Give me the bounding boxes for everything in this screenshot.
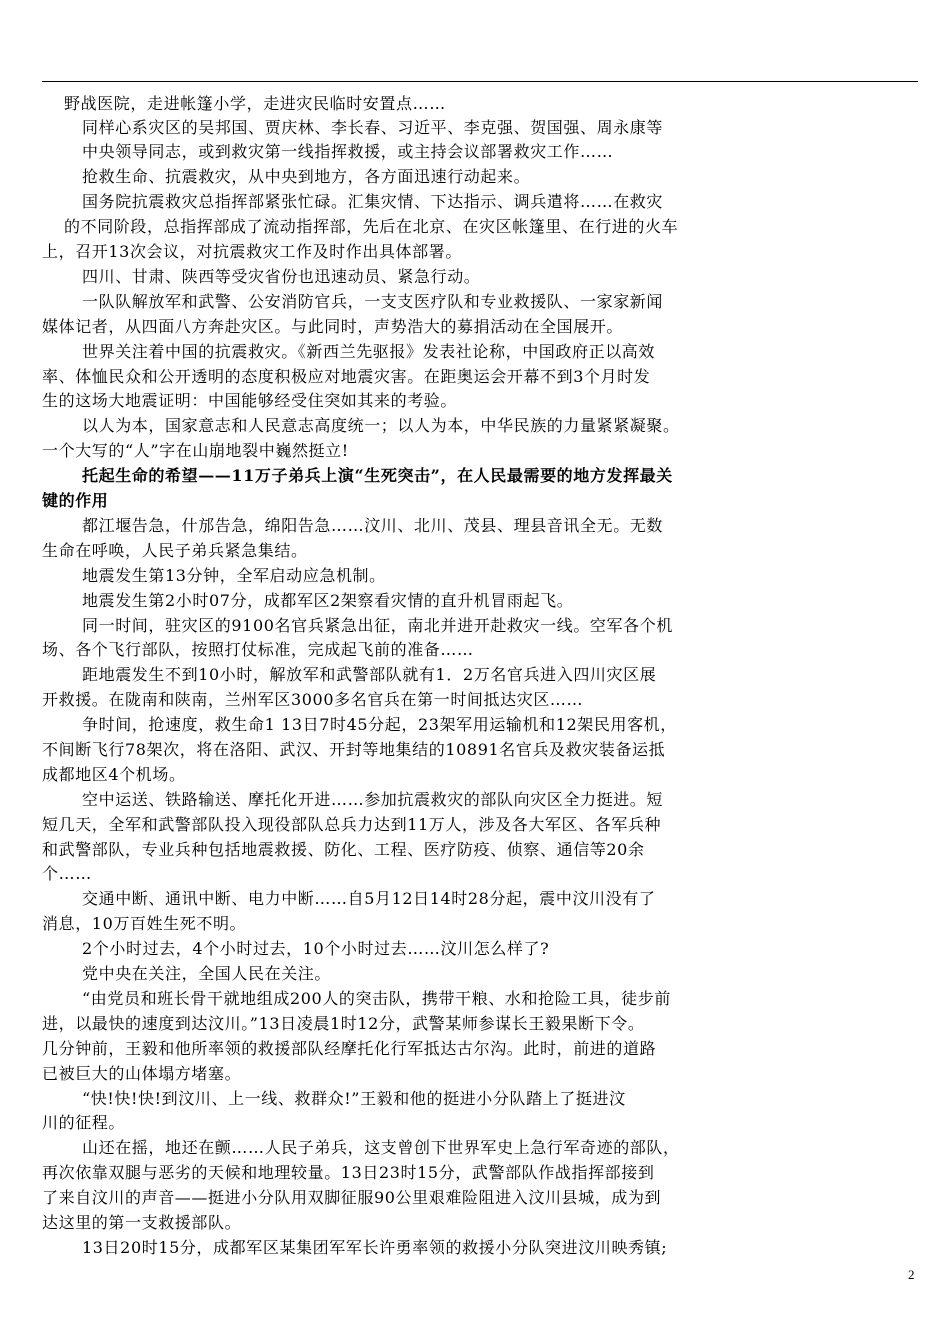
text-line: 党中央在关注，全国人民在关注。 (82, 964, 332, 983)
text-line: 地震发生第13分钟，全军启动应急机制。 (82, 566, 386, 585)
text-line: 生命在呼唤，人民子弟兵紧急集结。 (42, 541, 308, 560)
text-line: 抢救生命、抗震救灾，从中央到地方，各方面迅速行动起来。 (82, 167, 531, 186)
text-line: 再次依靠双腿与恶劣的天候和地理较量。13日23时15分，武警部队作战指挥部接到 (42, 1163, 655, 1182)
text-line: 世界关注着中国的抗震救灾。《新西兰先驱报》发表社论称，中国政府正以高效 (82, 342, 656, 361)
text-line: 了来自汶川的声音——挺进小分队用双脚征服90公里艰难险阻进入汶川县城，成为到 (42, 1188, 662, 1207)
text-line: 交通中断、通讯中断、电力中断……自5月12日14时28分起，震中汶川没有了 (82, 889, 656, 908)
text-line: 都江堰告急，什邡告急，绵阳告急……汶川、北川、茂县、理县音讯全无。无数 (82, 516, 664, 535)
text-line: 2个小时过去，4个小时过去，10个小时过去……汶川怎么样了? (82, 939, 550, 958)
text-line: 山还在摇，地还在颤……人民子弟兵，这支曾创下世界军史上急行军奇迹的部队， (82, 1138, 680, 1157)
text-line: 以人为本，国家意志和人民意志高度统一；以人为本，中华民族的力量紧紧凝聚。 (82, 416, 680, 435)
text-line: 媒体记者，从四面八方奔赴灾区。与此同时，声势浩大的募捐活动在全国展开。 (42, 317, 624, 336)
section-heading: 托起生命的希望——11万子弟兵上演“生死突击”，在人民最需要的地方发挥最关 (82, 466, 673, 485)
text-line: 进，以最快的速度到达汶川。”13日凌晨1时12分，武警某师参谋长王毅果断下令。 (42, 1014, 645, 1033)
page-number: 2 (908, 1267, 915, 1282)
text-line: 四川、甘肃、陕西等受灾省份也迅速动员、紧急行动。 (82, 267, 481, 286)
text-line: 川的征程。 (42, 1113, 126, 1132)
text-line: 中央领导同志，或到救灾第一线指挥救援，或主持会议部署救灾工作…… (82, 142, 614, 161)
text-line: 空中运送、铁路输送、摩托化开进……参加抗震救灾的部队向灾区全力挺进。短 (82, 790, 664, 809)
header-rule (42, 81, 918, 82)
text-line: 消息，10万百姓生死不明。 (42, 914, 247, 933)
text-line: 地震发生第2小时07分，成都军区2架察看灾情的直升机冒雨起飞。 (82, 591, 574, 610)
text-line: 率、体恤民众和公开透明的态度积极应对地震灾害。在距奥运会开幕不到3个月时发 (42, 367, 651, 386)
text-line: 成都地区4个机场。 (42, 765, 186, 784)
text-line: 个…… (42, 864, 92, 883)
text-line: 同一时间，驻灾区的9100名官兵紧急出征，南北并进开赴救灾一线。空军各个机 (82, 616, 673, 635)
text-line: 上，召开13次会议，对抗震救灾工作及时作出具体部署。 (42, 242, 462, 261)
text-line: 生的这场大地震证明：中国能够经受住突如其来的考验。 (42, 391, 458, 410)
text-line: 开救援。在陇南和陕南，兰州军区3000多名官兵在第一时间抵达灾区…… (42, 690, 584, 709)
text-line: 一队队解放军和武警、公安消防官兵，一支支医疗队和专业救援队、一家家新闻 (82, 292, 664, 311)
section-heading: 键的作用 (42, 491, 109, 510)
text-line: 的不同阶段，总指挥部成了流动指挥部，先后在北京、在灾区帐篷里、在行进的火车 (64, 217, 679, 236)
text-line: 争时间，抢速度，救生命1 13日7时45分起，23架军用运输机和12架民用客机， (82, 715, 677, 734)
text-line: 已被巨大的山体塌方堵塞。 (42, 1064, 242, 1083)
text-line: 达这里的第一支救援部队。 (42, 1213, 242, 1232)
text-line: 几分钟前，王毅和他所率领的救援部队经摩托化行军抵达古尔沟。此时，前进的道路 (42, 1039, 657, 1058)
text-line: 短几天，全军和武警部队投入现役部队总兵力达到11万人，涉及各大军区、各军兵种 (42, 815, 662, 834)
text-line: 一个大写的“人”字在山崩地裂中巍然挺立! (42, 441, 349, 460)
text-line: “由党员和班长骨干就地组成200人的突击队，携带干粮、水和抢险工具，徒步前 (82, 989, 671, 1008)
text-line: 13日20时15分，成都军区某集团军军长许勇率领的救援小分队突进汶川映秀镇; (82, 1238, 668, 1257)
text-line: 和武警部队，专业兵种包括地震救援、防化、工程、医疗防疫、侦察、通信等20余 (42, 840, 645, 859)
text-line: 野战医院，走进帐篷小学，走进灾民临时安置点…… (64, 94, 446, 113)
text-line: 国务院抗震救灾总指挥部紧张忙碌。汇集灾情、下达指示、调兵遣将……在救灾 (82, 192, 664, 211)
text-line: 不间断飞行78架次，将在洛阳、武汉、开封等地集结的10891名官兵及救灾装备运抵 (42, 740, 666, 759)
text-line: 同样心系灾区的吴邦国、贾庆林、李长春、习近平、李克强、贺国强、周永康等 (82, 118, 664, 137)
text-line: “快!快!快!到汶川、上一线、救群众!”王毅和他的挺进小分队踏上了挺进汶 (82, 1089, 626, 1108)
text-line: 距地震发生不到10小时，解放军和武警部队就有1．2万名官兵进入四川灾区展 (82, 665, 657, 684)
text-line: 场、各个飞行部队，按照打仗标准，完成起飞前的准备…… (42, 640, 474, 659)
